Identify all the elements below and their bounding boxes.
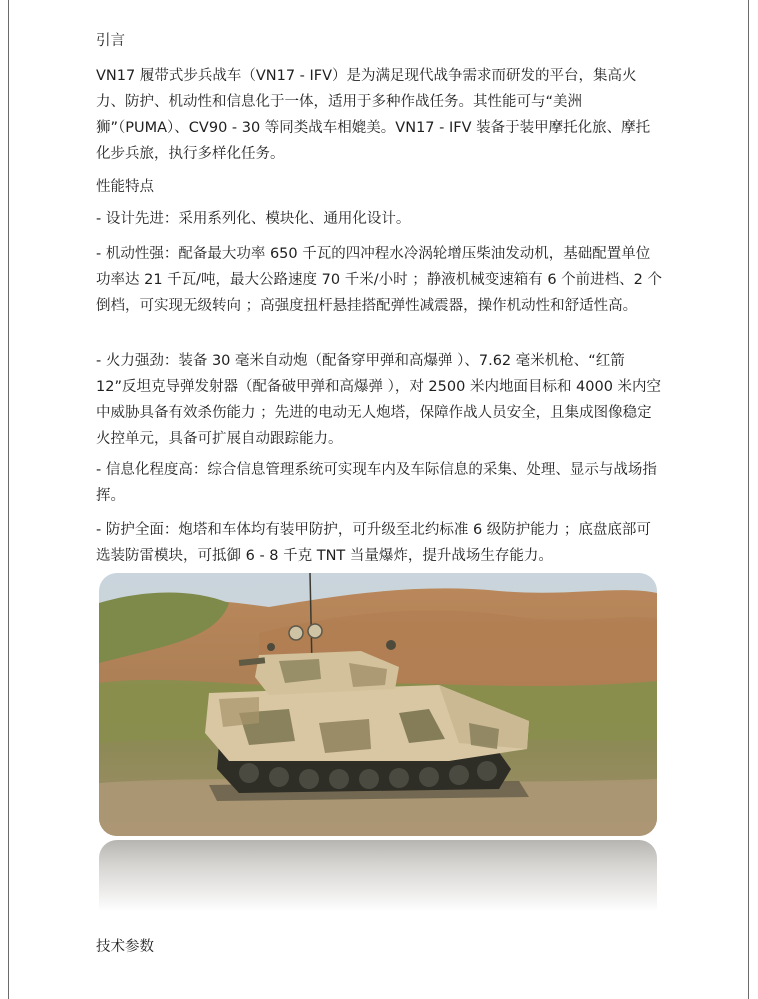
feature-firepower: - 火力强劲：装备 30 毫米自动炮（配备穿甲弹和高爆弹 ）、7.62 毫米机枪、“红箭 12”反坦克导弹发射器（配备破甲弹和高爆弹 ），对 2500 米内地面目标和 4000 米内空中威胁具备有效杀伤能力 ；先进的电动无人炮塔，保障作战人员安全，且集成图像稳定火控单元，具备可扩展自动跟踪能力。: [96, 353, 662, 447]
specs-heading: 技术参数: [96, 939, 154, 955]
page-border-left: [8, 0, 9, 999]
feature-informatization: - 信息化程度高：综合信息管理系统可实现车内及车际信息的采集、处理、显示与战场指挥。: [96, 462, 657, 504]
intro-paragraph: VN17 履带式步兵战车（VN17 - IFV）是为满足现代战争需求而研发的平台，集高火力、防护、机动性和信息化于一体，适用于多种作战任务。其性能可与“美洲狮”（PUMA）、CV90 - 30 等同类战车相媲美。VN17 - IFV 装备于装甲摩托化旅、摩托化步兵旅，执行多样化任务。: [96, 68, 651, 162]
feature-mobility: - 机动性强：配备最大功率 650 千瓦的四冲程水冷涡轮增压柴油发动机，基础配置单位功率达 21 千瓦/吨，最大公路速度 70 千米/小时 ；静液机械变速箱有 6 个前进档、2 个倒档，可实现无级转向 ；高强度扭杆悬挂搭配弹性减震器，操作机动性和舒适性高。: [96, 246, 662, 314]
sight-left: [289, 626, 303, 640]
vehicle-photo: [99, 573, 657, 836]
missile-pod: [386, 640, 396, 650]
features-heading: 性能特点: [96, 179, 154, 195]
page-border-right: [748, 0, 749, 999]
intro-heading: 引言: [96, 33, 125, 49]
photo-reflection: [99, 840, 657, 912]
sight-right: [308, 624, 322, 638]
feature-protection: - 防护全面：炮塔和车体均有装甲防护，可升级至北约标准 6 级防护能力 ；底盘底部可选装防雷模块，可抵御 6 - 8 千克 TNT 当量爆炸，提升战场生存能力。: [96, 522, 651, 564]
feature-design: - 设计先进：采用系列化、模块化、通用化设计。: [96, 211, 411, 227]
